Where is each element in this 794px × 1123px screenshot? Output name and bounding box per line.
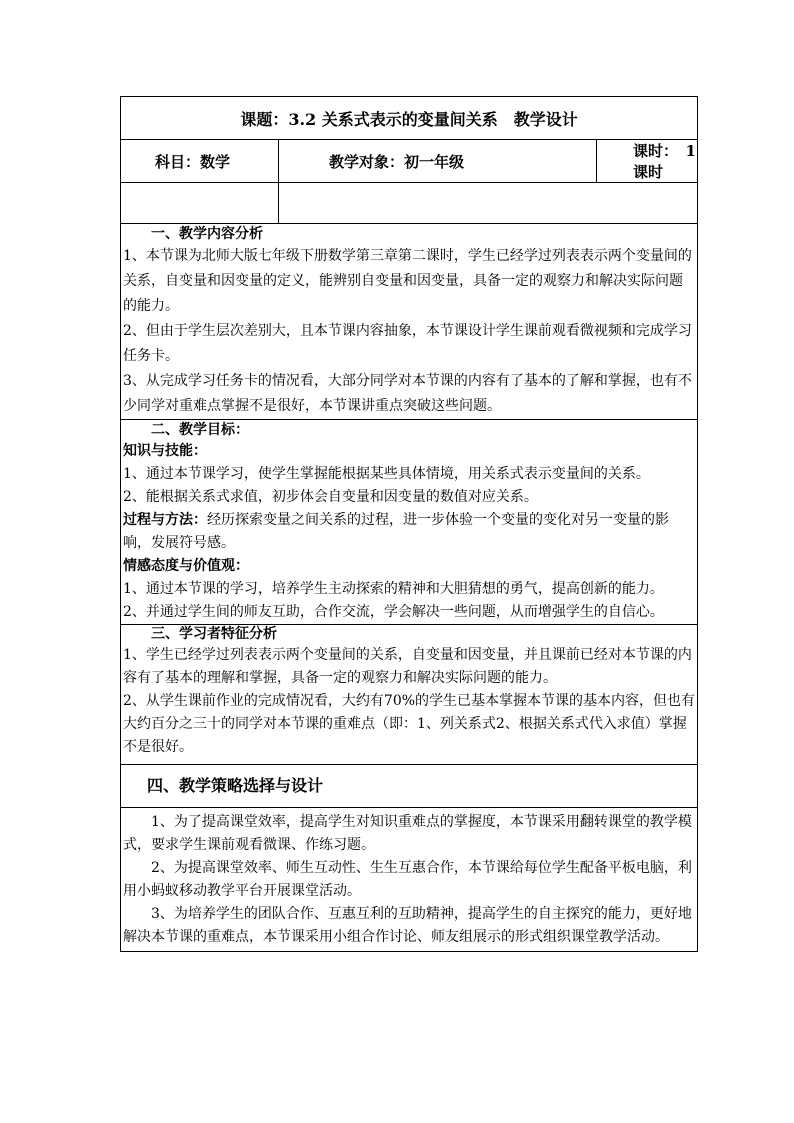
title-row [121, 97, 698, 140]
empty-row [121, 183, 698, 224]
content-analysis-paragraph: 3、从完成学习任务卡的情况看，大部分同学对本节课的内容有了基本的了解和掌握，也有不少同学对重难点掌握不是很好，本节课讲重点突破这些问题。 [123, 373, 692, 414]
document-title: 课题：3.2 关系式表示的变量间关系 教学设计 [121, 97, 698, 140]
objectives-heading: 二、教学目标： [151, 422, 249, 438]
learner-analysis-heading: 三、学习者特征分析 [151, 626, 277, 642]
attitude-item: 1、通过本节课的学习，培养学生主动探索的精神和大胆猜想的勇气，提高创新的能力。 [123, 581, 664, 597]
strategy-content-row [121, 808, 698, 952]
content-analysis-paragraph: 2、但由于学生层次差别大，且本节课内容抽象，本节课设计学生课前观看微视频和完成学习任务卡。 [123, 323, 692, 364]
periods-cell: 课时： 1课时 [597, 140, 698, 183]
content-analysis-paragraph: 1、本节课为北师大版七年级下册数学第三章第二课时，学生已经学过列表表示两个变量间的关系，自变量和因变量的定义，能辨别自变量和因变量，具备一定的观察力和解决实际问题的能力。 [123, 248, 692, 314]
attitude-values-label: 情感态度与价值观： [123, 558, 249, 574]
empty-cell-left [121, 183, 279, 224]
knowledge-item: 2、能根据关系式求值，初步体会自变量和因变量的数值对应关系。 [123, 489, 538, 505]
learner-analysis-section [121, 625, 698, 765]
lesson-plan-document [120, 96, 697, 952]
strategy-heading-row [121, 765, 698, 808]
content-analysis-heading: 一、教学内容分析 [151, 226, 263, 242]
strategy-paragraph: 1、为了提高课堂效率，提高学生对知识重难点的掌握度，本节课采用翻转课堂的教学模式，要求学生课前观看微课、作练习题。 [123, 814, 692, 853]
empty-cell-right [279, 183, 698, 224]
learner-analysis-row [121, 625, 698, 765]
process-methods-paragraph [123, 509, 695, 555]
content-analysis-row [121, 224, 698, 420]
process-methods-label: 过程与方法： [123, 512, 207, 528]
objectives-row [121, 420, 698, 625]
content-analysis-section [121, 224, 698, 420]
strategy-paragraph: 3、为培养学生的团队合作、互惠互利的互助精神，提高学生的自主探究的能力，更好地解决本节课的重难点，本节课采用小组合作讨论、师友组展示的形式组织课堂教学活动。 [123, 906, 692, 945]
audience-cell: 教学对象：初一年级 [279, 140, 597, 183]
knowledge-skills-label: 知识与技能： [123, 443, 207, 459]
knowledge-item: 1、通过本节课学习，使学生掌握能根据某些具体情境，用关系式表示变量间的关系。 [123, 466, 650, 482]
learner-analysis-paragraph: 2、从学生课前作业的完成情况看，大约有70%的学生已基本掌握本节课的基本内容，但也有大约百分之三十的同学对本节课的重难点（即：1、列关系式2、根据关系式代入求值）掌握不是很好。 [123, 693, 696, 755]
learner-analysis-paragraph: 1、学生已经学过列表表示两个变量间的关系，自变量和因变量，并且课前已经对本节课的内容有了基本的理解和掌握，具备一定的观察力和解决实际问题的能力。 [123, 647, 692, 686]
process-methods-text: 经历探索变量之间关系的过程，进一步体验一个变量的变化对另一变量的影响，发展符号感。 [123, 512, 669, 551]
strategy-heading: 四、教学策略选择与设计 [147, 776, 324, 795]
strategy-heading-cell [121, 765, 698, 808]
attitude-item: 2、并通过学生间的师友互助，合作交流，学会解决一些问题，从而增强学生的自信心。 [123, 604, 664, 620]
strategy-paragraph: 2、为提高课堂效率、师生互动性、生生互惠合作，本节课给每位学生配备平板电脑，利用小蚂蚁移动教学平台开展课堂活动。 [123, 860, 692, 899]
strategy-content-section [121, 808, 698, 952]
lesson-plan-table [120, 96, 698, 952]
subject-cell: 科目：数学 [121, 140, 279, 183]
objectives-section [121, 420, 698, 625]
meta-row [121, 140, 698, 183]
